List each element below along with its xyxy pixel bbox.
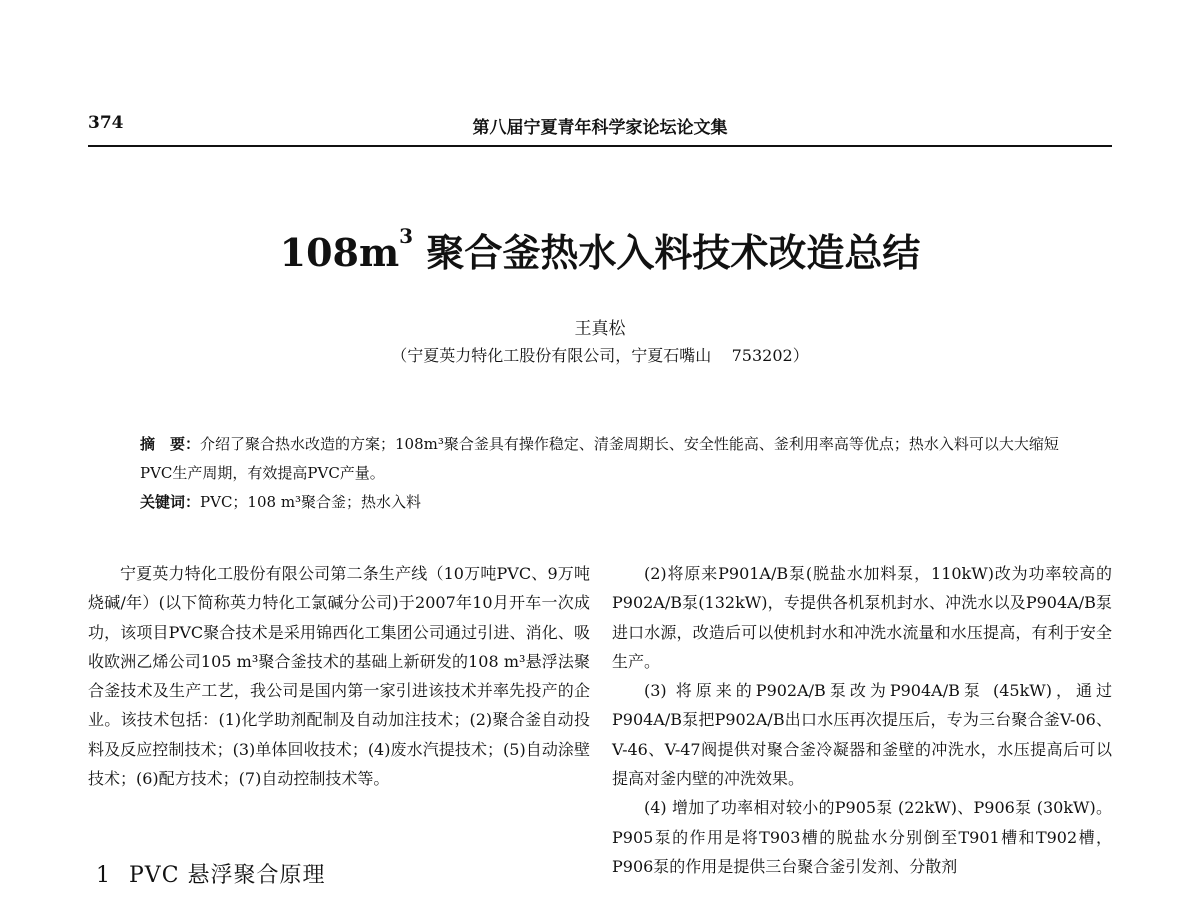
- left-column: [88, 559, 590, 793]
- keywords: [140, 491, 421, 512]
- title-text: 聚合釜热水入料技术改造总结: [426, 230, 921, 275]
- body-paragraph: (4) 增加了功率相对较小的P905泵 (22kW)、P906泵 (30kW)。P905泵的作用是将T903槽的脱盐水分别倒至T901槽和T902槽，P906泵的作用是提供三台聚合釜引发剂、分散剂: [612, 798, 1112, 876]
- abstract-text: 介绍了聚合热水改造的方案；108m³聚合釜具有操作稳定、清釜周期长、安全性能高、釜利用率高等优点；热水入料可以大大缩短PVC生产周期，有效提高PVC产量。: [140, 435, 1059, 482]
- paper-title: [0, 222, 1200, 277]
- title-superscript: 3: [399, 224, 414, 248]
- running-header-title: 第八届宁夏青年科学家论坛论文集: [472, 118, 728, 138]
- abstract-label: 摘 要：: [140, 435, 201, 453]
- section-title: PVC 悬浮聚合原理: [129, 863, 326, 888]
- section-number: 1: [96, 863, 111, 888]
- keywords-text: PVC；108 m³聚合釜；热水入料: [200, 493, 422, 511]
- body-paragraph: (3) 将原来的P902A/B泵改为P904A/B泵 (45kW)，通过P904A/B泵把P902A/B出口水压再次提压后，专为三台聚合釜V-06、V-46、V-47阀提供对聚合釜冷凝器和釜壁的冲洗水，水压提高后可以提高对釜内壁的冲洗效果。: [612, 681, 1112, 789]
- abstract: [140, 430, 1070, 488]
- section-heading: [96, 858, 326, 889]
- title-prefix: 108m: [279, 230, 400, 275]
- author-affiliation: （宁夏英力特化工股份有限公司，宁夏石嘴山 753202）: [391, 346, 809, 365]
- header-rule: [88, 145, 1112, 147]
- body-paragraph: (2)将原来P901A/B泵(脱盐水加料泵，110kW)改为功率较高的P902A/B泵(132kW)，专提供各机泵机封水、冲洗水以及P904A/B泵进口水源，改造后可以使机封水和冲洗水流量和水压提高，有利于安全生产。: [612, 564, 1112, 671]
- page-number: 374: [88, 113, 124, 133]
- author-name: 王真松: [574, 319, 626, 339]
- body-paragraph: 宁夏英力特化工股份有限公司第二条生产线（10万吨PVC、9万吨烧碱/年）(以下简称英力特化工氯碱分公司)于2007年10月开车一次成功，该项目PVC聚合技术是采用锦西化工集团公司通过引进、消化、吸收欧洲乙烯公司105 m³聚合釜技术的基础上新研发的108 m³悬浮法聚合釜技术及生产工艺，我公司是国内第一家引进该技术并率先投产的企业。该技术包括：(1)化学助剂配制及自动加注技术；(2)聚合釜自动投料及反应控制技术；(3)单体回收技术；(4)废水汽提技术；(5)自动涂壁技术；(6)配方技术；(7)自动控制技术等。: [88, 564, 590, 789]
- keywords-label: 关键词：: [140, 493, 201, 511]
- right-column: [612, 559, 1112, 881]
